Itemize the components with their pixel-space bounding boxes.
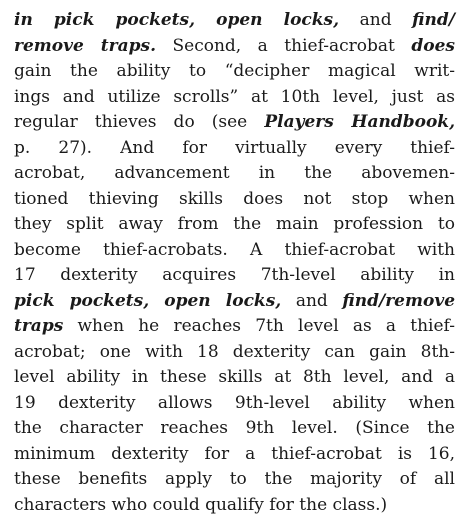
emphasized-term: traps: [14, 316, 64, 336]
text-line: [14, 391, 455, 417]
text-line: [14, 34, 455, 60]
text-line: [14, 263, 455, 289]
emphasized-term: find/remove: [342, 290, 456, 311]
text-line: [14, 238, 455, 264]
emphasized-term: find/: [412, 10, 455, 30]
body-text: gain the ability to “decipher magical writ-: [14, 61, 455, 81]
body-text: p. 27). And for virtually every thief-: [14, 137, 455, 158]
body-text: these benefits apply to the majority of all: [14, 469, 455, 489]
body-text: become thief-acrobats. A thief-acrobat with: [14, 239, 455, 260]
body-text: acrobat; one with 18 dexterity can gain 8th-: [14, 341, 455, 362]
body-text: tioned thieving skills does not stop when: [14, 188, 455, 209]
text-line: [14, 340, 455, 366]
body-text: and: [339, 10, 413, 30]
text-line: [14, 416, 455, 442]
emphasized-term: Players Handbook,: [264, 112, 456, 132]
body-text: regular thieves do (see: [14, 112, 265, 132]
body-text: the character reaches 9th level. (Since the: [14, 418, 455, 438]
text-column: [14, 8, 455, 518]
text-line: [14, 136, 455, 162]
text-line: [14, 161, 455, 187]
body-text: 19 dexterity allows 9th-level ability when: [14, 392, 455, 413]
emphasized-term: pick pockets, open locks,: [14, 290, 282, 311]
text-line: [14, 365, 455, 391]
text-line: [14, 110, 455, 136]
text-line: [14, 212, 455, 238]
body-text: and: [281, 290, 343, 311]
text-line: [14, 314, 455, 340]
body-text: 17 dexterity acquires 7th-level ability in: [14, 265, 455, 285]
emphasized-term: does: [411, 35, 455, 56]
body-text: when he reaches 7th level as a thief-: [63, 316, 455, 336]
text-line: [14, 59, 455, 85]
text-line: [14, 187, 455, 213]
emphasized-term: in: [14, 10, 54, 30]
text-line: [14, 289, 455, 315]
text-line: [14, 85, 455, 111]
body-text: they split away from the main profession to: [14, 214, 455, 234]
text-line: [14, 493, 455, 519]
body-text: Second, a thief-acrobat: [156, 35, 412, 56]
body-text: level ability in these skills at 8th level, and a: [14, 367, 455, 387]
body-text: characters who could qualify for the class.): [14, 494, 388, 515]
body-text: acrobat, advancement in the abovemen-: [14, 163, 455, 183]
emphasized-term: remove traps.: [14, 35, 156, 56]
body-text: ings and utilize scrolls” at 10th level, just as: [14, 86, 455, 107]
text-line: [14, 442, 455, 468]
text-line: [14, 467, 455, 493]
text-line: [14, 8, 455, 34]
emphasized-term: pick pockets, open locks,: [53, 10, 340, 30]
body-text: minimum dexterity for a thief-acrobat is 16,: [14, 443, 455, 464]
